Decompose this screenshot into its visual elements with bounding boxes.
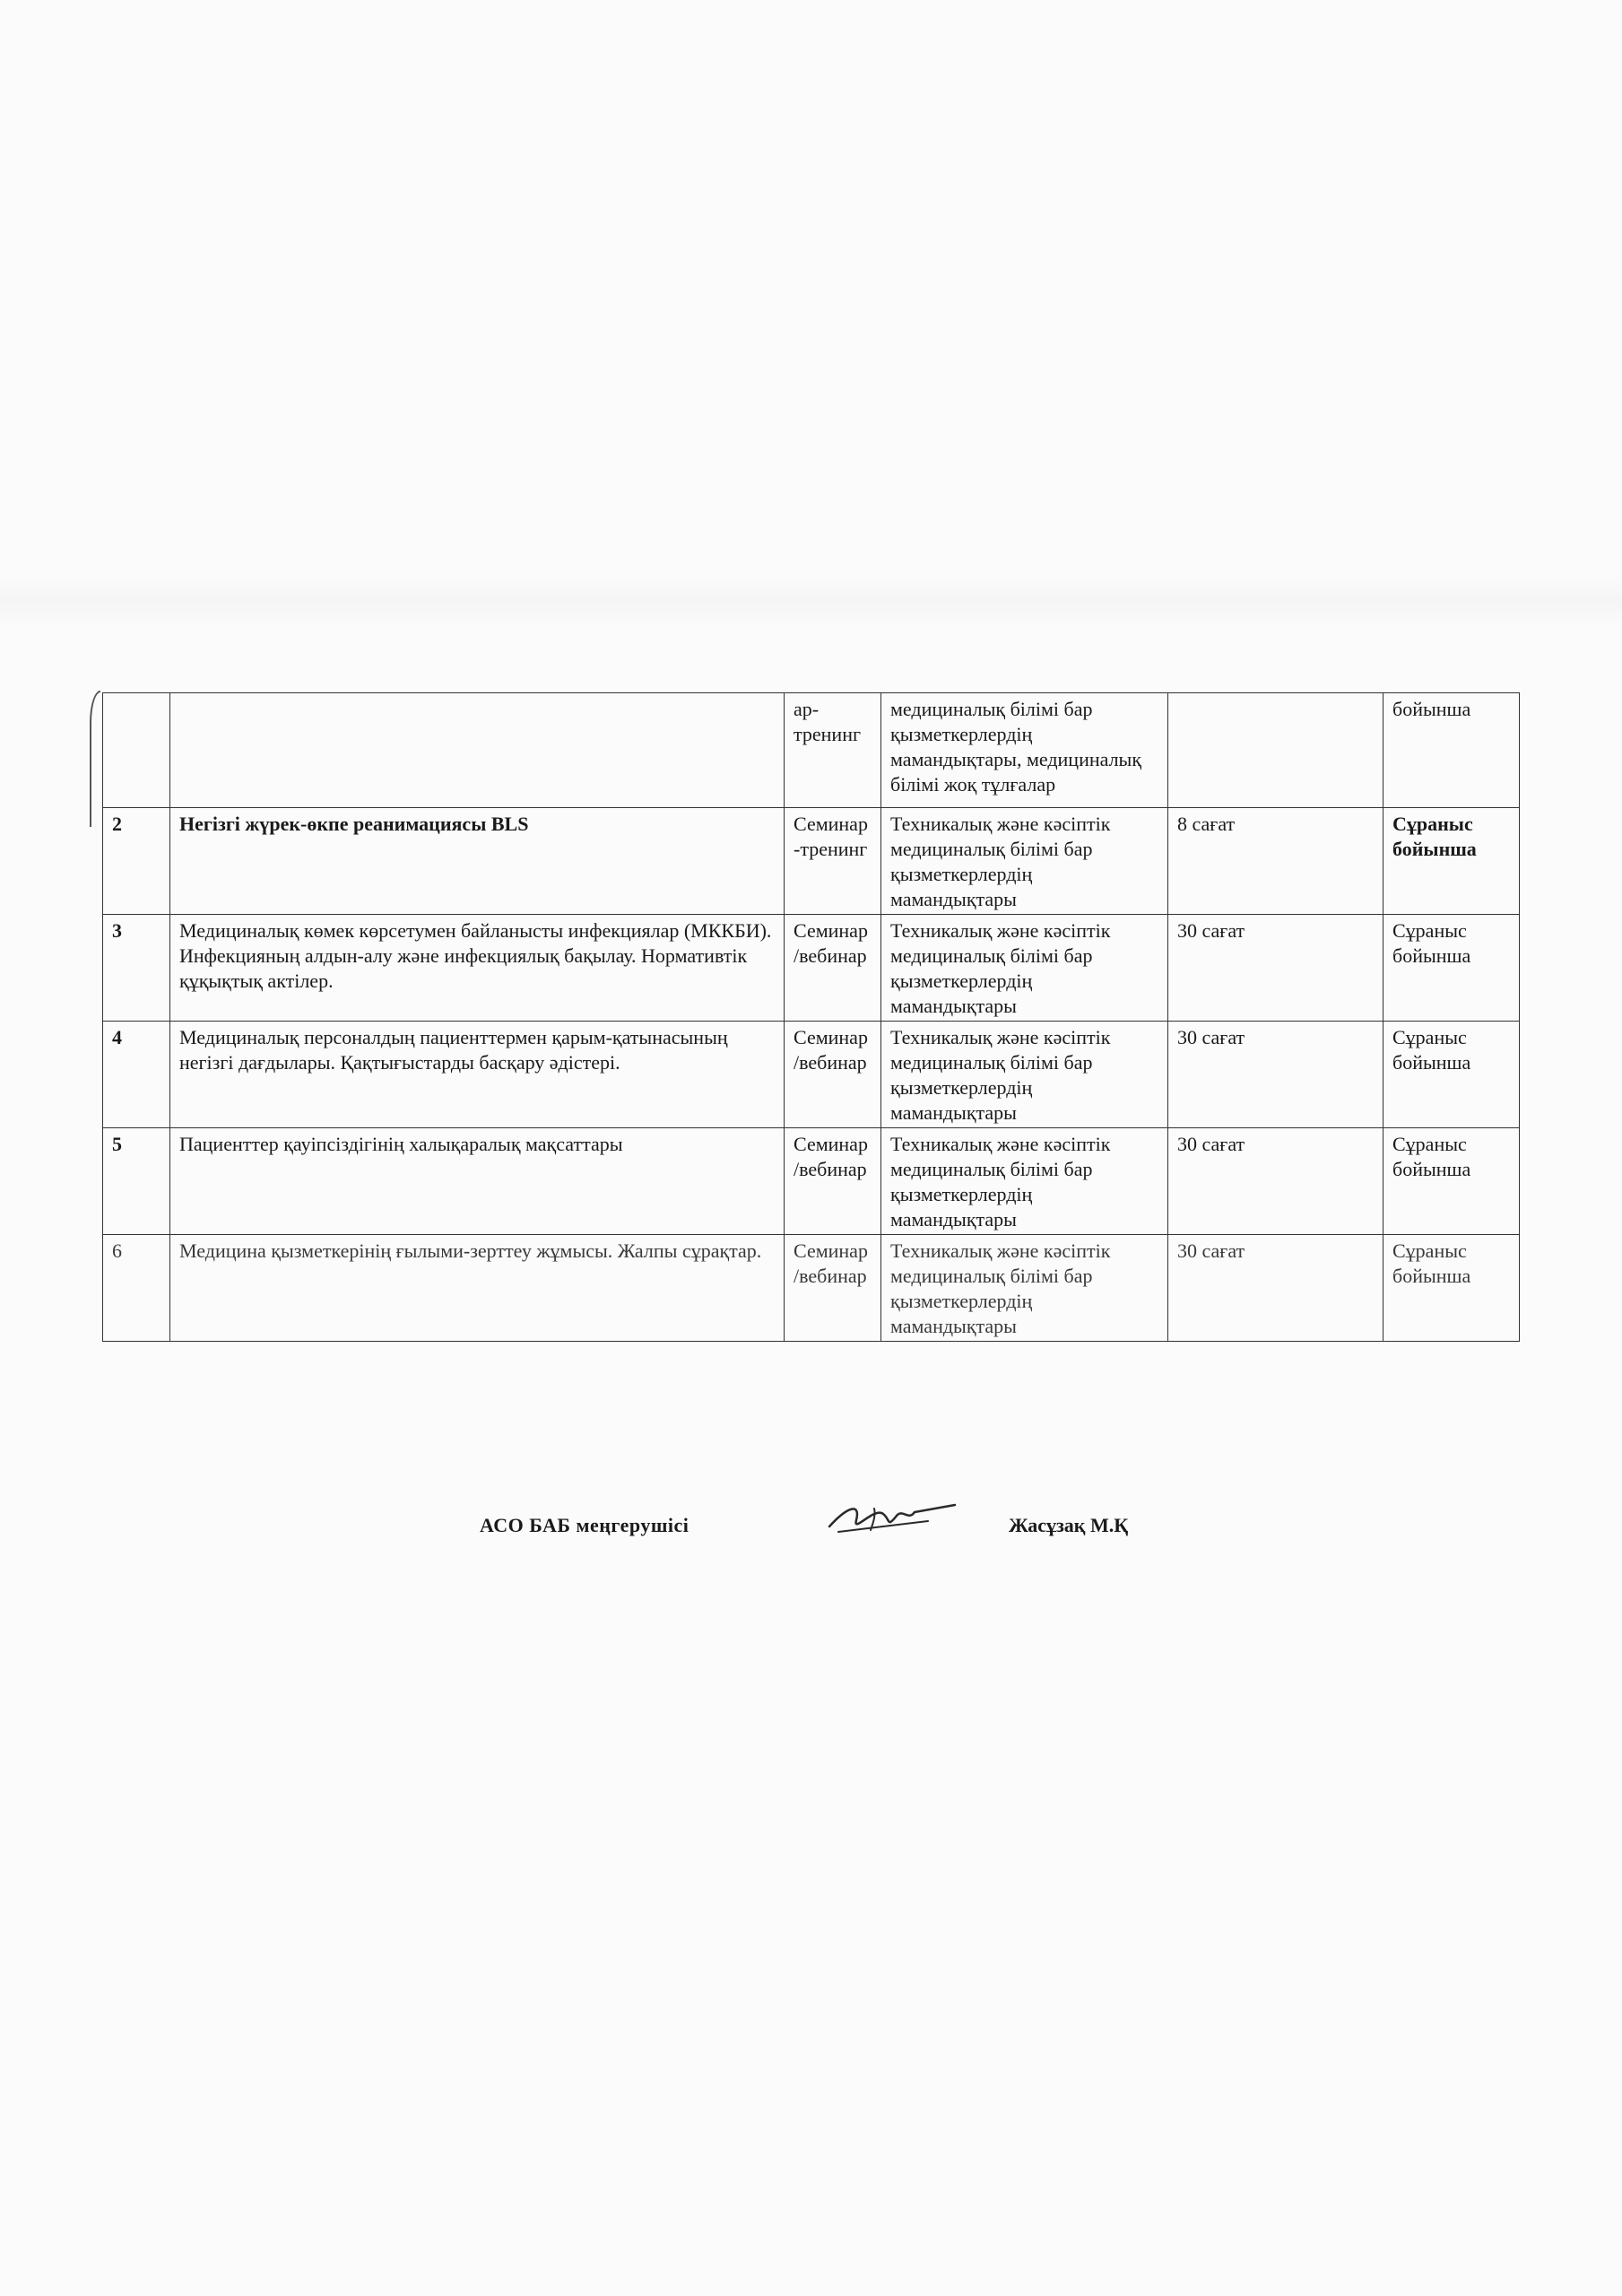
row-format: Семинар/вебинар — [785, 1128, 881, 1235]
row-schedule: Сұраныс бойынша — [1383, 1022, 1520, 1128]
row-duration: 8 сағат — [1168, 808, 1383, 915]
signer-position: АСО БАБ меңгерушісі — [480, 1514, 690, 1536]
table-row — [103, 915, 1520, 1022]
row-topic: Медициналық көмек көрсетумен байланысты инфекциялар (МККБИ). Инфекцияның алдын-алу және инфекциялық бақылау. Нормативтік құқықтық актілер. — [170, 915, 785, 1022]
row-number: 2 — [103, 808, 170, 915]
row-schedule: Сұраныс бойынша — [1383, 1128, 1520, 1235]
row-audience: медициналық білімі бар қызметкерлердің мамандықтары, медициналық білімі жоқ тұлғалар — [881, 693, 1168, 808]
row-format: ар-тренинг — [785, 693, 881, 808]
row-schedule: Сұраныс бойынша — [1383, 915, 1520, 1022]
table-row — [103, 1235, 1520, 1342]
row-audience: Техникалық және кәсіптік медициналық білімі бар қызметкерлердің мамандықтары — [881, 1128, 1168, 1235]
row-audience: Техникалық және кәсіптік медициналық білімі бар қызметкерлердің мамандықтары — [881, 915, 1168, 1022]
page-edge-line — [90, 691, 100, 827]
row-audience: Техникалық және кәсіптік медициналық білімі бар қызметкерлердің мамандықтары — [881, 1235, 1168, 1342]
row-number: 4 — [103, 1022, 170, 1128]
row-schedule: бойынша — [1383, 693, 1520, 808]
row-topic — [170, 693, 785, 808]
row-format: Семинар-тренинг — [785, 808, 881, 915]
courses-table — [102, 692, 1520, 1342]
table-row — [103, 1128, 1520, 1235]
row-duration: 30 сағат — [1168, 1128, 1383, 1235]
row-topic: Медицина қызметкерінің ғылыми-зерттеу жұмысы. Жалпы сұрақтар. — [170, 1235, 785, 1342]
row-duration: 30 сағат — [1168, 915, 1383, 1022]
row-number — [103, 693, 170, 808]
row-topic: Медициналық персоналдың пациенттермен қарым-қатынасының негізгі дағдылары. Қақтығыстарды басқару әдістері. — [170, 1022, 785, 1128]
row-number: 5 — [103, 1128, 170, 1235]
table-row — [103, 808, 1520, 915]
row-schedule: Сұраныс бойынша — [1383, 808, 1520, 915]
row-format: Семинар/вебинар — [785, 1022, 881, 1128]
row-topic: Негізгі жүрек-өкпе реанимациясы BLS — [170, 808, 785, 915]
row-number: 3 — [103, 915, 170, 1022]
row-format: Семинар/вебинар — [785, 915, 881, 1022]
scan-shadow-band — [0, 574, 1622, 628]
row-audience: Техникалық және кәсіптік медициналық білімі бар қызметкерлердің мамандықтары — [881, 808, 1168, 915]
row-duration: 30 сағат — [1168, 1022, 1383, 1128]
row-audience: Техникалық және кәсіптік медициналық білімі бар қызметкерлердің мамандықтары — [881, 1022, 1168, 1128]
row-duration — [1168, 693, 1383, 808]
row-number: 6 — [103, 1235, 170, 1342]
signature-block — [0, 1489, 1622, 1561]
row-topic: Пациенттер қауіпсіздігінің халықаралық мақсаттары — [170, 1128, 785, 1235]
signer-name: Жасұзақ М.Қ — [1009, 1514, 1129, 1536]
row-format: Семинар/вебинар — [785, 1235, 881, 1342]
table-row — [103, 1022, 1520, 1128]
table-row — [103, 693, 1520, 808]
row-duration: 30 сағат — [1168, 1235, 1383, 1342]
row-schedule: Сұраныс бойынша — [1383, 1235, 1520, 1342]
handwritten-signature — [820, 1489, 964, 1543]
